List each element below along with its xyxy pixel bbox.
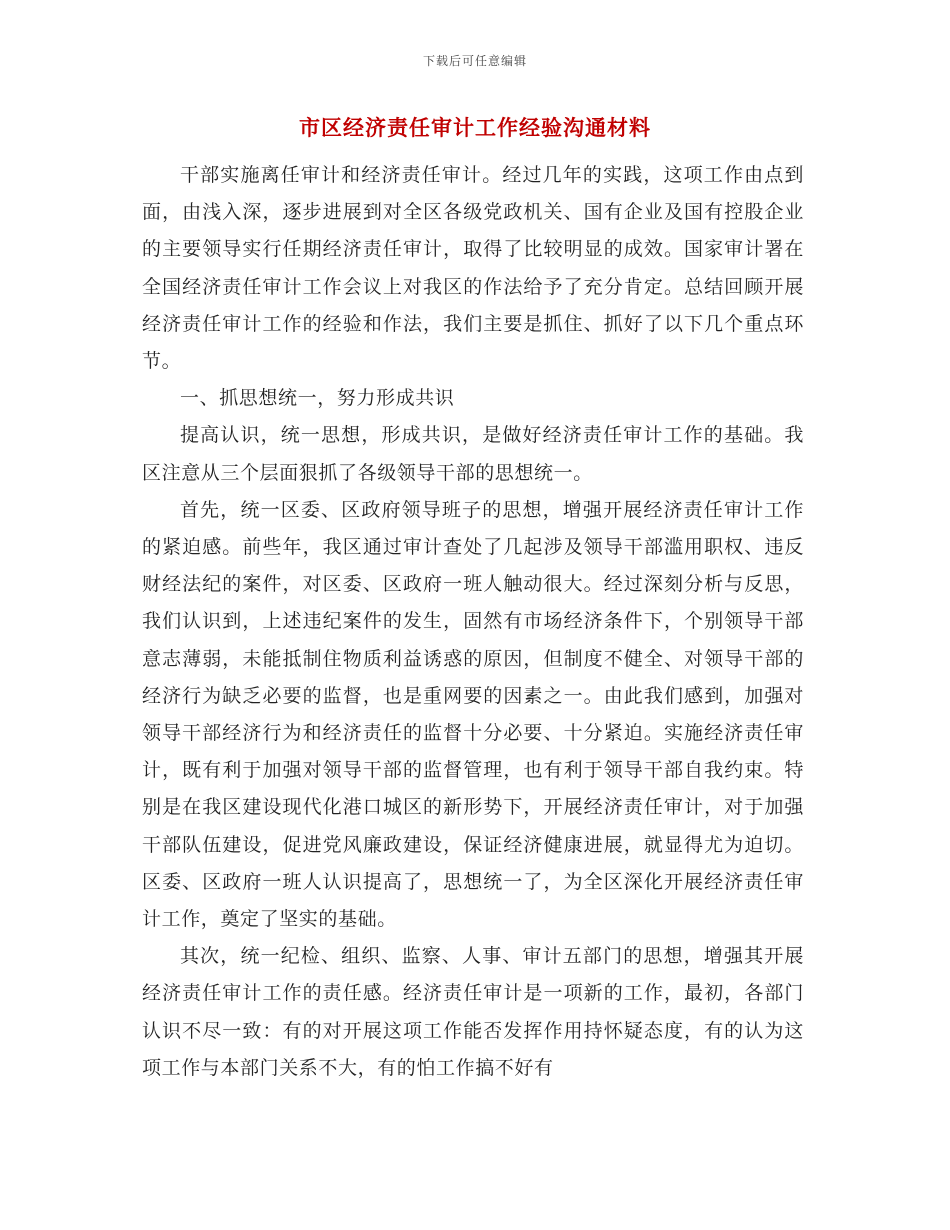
paragraph-3: 其次，统一纪检、组织、监察、人事、审计五部门的思想，增强其开展经济责任审计工作的责任感。经济责任审计是一项新的工作，最初，各部门认识不尽一致：有的对开展这项工作能否发挥作用持怀疑态度，有的认为这项工作与本部门关系不大，有的怕工作搞不好有 [142, 945, 804, 1079]
paragraph-1: 提高认识，统一思想，形成共识，是做好经济责任审计工作的基础。我区注意从三个层面狠抓了各级领导干部的思想统一。 [142, 424, 804, 484]
paragraph-2: 首先，统一区委、区政府领导班子的思想，增强开展经济责任审计工作的紧迫感。前些年，我区通过审计查处了几起涉及领导干部滥用职权、违反财经法纪的案件，对区委、区政府一班人触动很大。经过深刻分析与反思，我们认识到，上述违纪案件的发生，固然有市场经济条件下，个别领导干部意志薄弱，未能抵制住物质利益诱惑的原因，但制度不健全、对领导干部的经济行为缺乏必要的监督，也是重网要的因素之一。由此我们感到，加强对领导干部经济行为和经济责任的监督十分必要、十分紧迫。实施经济责任审计，既有利于加强对领导干部的监督管理，也有利于领导干部自我约束。特别是在我区建设现代化港口城区的新形势下，开展经济责任审计，对于加强干部队伍建设，促进党风廉政建设，保证经济健康进展，就显得尤为迫切。区委、区政府一班人认识提高了，思想统一了，为全区深化开展经济责任审计工作，奠定了坚实的基础。 [142, 498, 804, 931]
paragraph-intro: 干部实施离任审计和经济责任审计。经过几年的实践，这项工作由点到面，由浅入深，逐步进展到对全区各级党政机关、国有企业及国有控股企业的主要领导实行任期经济责任审计，取得了比较明显的成效。国家审计署在全国经济责任审计工作会议上对我区的作法给予了充分肯定。总结回顾开展经济责任审计工作的经验和作法，我们主要是抓住、抓好了以下几个重点环节。 [142, 164, 804, 373]
document-title: 市区经济责任审计工作经验沟通材料 [299, 115, 651, 140]
page-header: 下载后可任意编辑 [422, 54, 527, 68]
section-heading-1: 一、抓思想统一，努力形成共识 [180, 387, 455, 410]
document-body [142, 157, 804, 1087]
